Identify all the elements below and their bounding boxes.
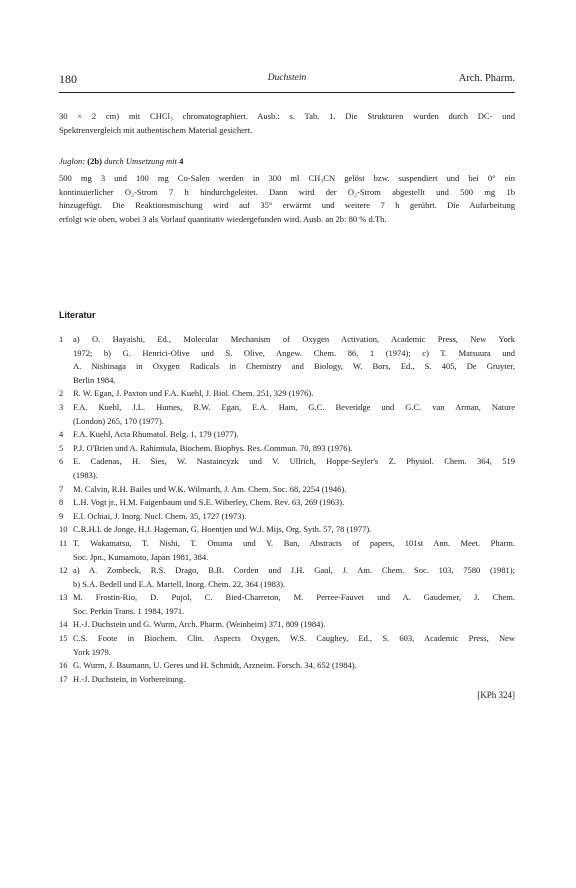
section-reagent: 4 — [179, 156, 184, 166]
reference-number: 17 — [59, 673, 68, 684]
reference-item — [59, 591, 515, 618]
section-compound: (2b) — [87, 156, 102, 166]
reference-text-line: L.H. Vogt jr., H.M. Faigenbaum und S.E. Wiberley, Chem. Rev. 63, 269 (1963). — [73, 497, 345, 508]
reference-number: 15 — [59, 633, 68, 644]
reference-text-line: (1983). — [73, 469, 98, 480]
reference-number: 13 — [59, 592, 68, 603]
text-line: 500 mg 3 und 100 mg Co-Salen werden in 300 ml CH₃CN gelöst bzw. suspendiert und bei 0° ein — [59, 173, 515, 183]
reference-text-line: C.R.H.I. de Jonge, H.J. Hageman, G. Hoentjen und W.J. Mijs, Org. Syth. 57, 78 (1977). — [73, 524, 372, 535]
method-paragraph — [59, 172, 515, 226]
journal-name: Arch. Pharm. — [458, 73, 515, 84]
reference-item — [59, 401, 515, 428]
page-number: 180 — [59, 72, 77, 86]
reference-item — [59, 523, 515, 537]
reference-text-line: H.-J. Duchstein und G. Wurm, Arch. Pharm. (Weinheim) 371, 809 (1984). — [73, 619, 326, 630]
reference-text-line: T. Wakamatsu, T. Nishi, T. Onuma und Y. Ban, Abstracts of papers, 101st Ann. Meet. Pharm. — [73, 537, 515, 548]
reference-text-line: Soc. Perkin Trans. 1 1984, 1971. — [73, 605, 185, 616]
reference-text-line: A. Nishinaga in Oxygen Radicals in Chemistry and Biology, W. Bors, Ed., S. 405, De Gruyter, — [73, 361, 515, 372]
section-title-prefix: Juglon: — [59, 156, 86, 166]
reference-item — [59, 387, 515, 401]
reference-item — [59, 496, 515, 510]
reference-text-line: H.-J. Duchstein, in Vorbereitung. — [73, 673, 186, 684]
reference-number: 11 — [59, 537, 68, 548]
section-title-suffix: durch Umsetzung mit — [104, 156, 177, 166]
reference-item — [59, 483, 515, 497]
text-line: hinzugefügt. Die Reaktionsmischung wird auf 35° erwärmt und weitere 7 h gerührt. Die Aufarbeitung — [59, 200, 515, 211]
reference-item — [59, 428, 515, 442]
text-line: erfolgt wie oben, wobei 3 als Vorlauf quantitativ wiedergefunden wird. Ausb. an 2b: 80 % d.Th. — [59, 213, 387, 224]
literature-heading: Literatur — [59, 310, 96, 320]
reference-number: 7 — [59, 483, 64, 494]
reference-item — [59, 537, 515, 564]
reference-text-line: M. Calvin, R.H. Bailes und W.K. Wilmarth, J. Am. Chem. Soc. 68, 2254 (1946). — [73, 483, 347, 494]
reference-number: 9 — [59, 510, 64, 521]
intro-paragraph — [59, 110, 515, 137]
reference-text-line: 1972; b) G. Henrici-Olive und S. Olive, Angew. Chem. 86, 1 (1974); c) T. Matsuura und — [73, 347, 515, 358]
reference-text-line: Soc. Jpn., Kumamoto, Japan 1981, 384. — [73, 551, 209, 562]
reference-text-line: G. Wurm, J. Baumann, U. Geres und H. Schmidt, Arzneim. Forsch. 34, 652 (1984). — [73, 660, 357, 671]
reference-text-line: F.A. Kuehl, J.L. Humes, R.W. Egan, E.A. Ham, G.C. Beveridge und G.C. van Arman, Nature — [73, 401, 515, 412]
reference-number: 1 — [59, 334, 64, 344]
reference-item — [59, 333, 515, 387]
reference-item — [59, 659, 515, 673]
reference-number: 12 — [59, 565, 68, 576]
running-header — [59, 72, 515, 88]
reference-text-line: F.A. Kuehl, Acta Rhumatol. Belg. 1, 179 (1977). — [73, 429, 239, 440]
reference-item — [59, 510, 515, 524]
reference-number: 14 — [59, 619, 68, 630]
reference-text-line: a) A. Zombeck, R.S. Drago, B.B. Corden und J.H. Gaul, J. Am. Chem. Soc. 103, 7580 (1981); — [73, 565, 515, 576]
reference-item — [59, 442, 515, 456]
reference-number: 5 — [59, 442, 64, 453]
reference-item — [59, 564, 515, 591]
reference-text-line: R. W. Egan, J. Paxton und F.A. Kuehl, J. Biol. Chem. 251, 329 (1976). — [73, 388, 314, 399]
reference-number: 6 — [59, 456, 64, 467]
running-author: Duchstein — [267, 73, 307, 83]
text-line: Spektrenvergleich mit authentischem Material gesichert. — [59, 124, 253, 135]
reference-item — [59, 618, 515, 632]
reference-text-line: b) S.A. Bedell und E.A. Martell, Inorg. Chem. 22, 364 (1983). — [73, 578, 286, 589]
reference-item — [59, 455, 515, 482]
reference-number: 10 — [59, 524, 68, 535]
reference-text-line: C.S. Foote in Biochem. Clin. Aspects Oxygen, W.S. Caughey, Ed., S. 603, Academic Press, New — [73, 633, 515, 644]
reference-text-line: York 1979. — [73, 646, 111, 657]
reference-text-line: a) O. Hayaishi, Ed., Molecular Mechanism of Oxygen Activation, Academic Press, New York — [73, 334, 515, 344]
reference-number: 3 — [59, 401, 64, 412]
reference-number: 16 — [59, 660, 68, 671]
reference-item — [59, 673, 515, 687]
reference-text-line: E. Cadenas, H. Sies, W. Nastaincyzk und V. Ullrich, Hoppe-Seyler's Z. Physiol. Chem. 364, 519 — [73, 456, 515, 467]
reference-list — [59, 333, 515, 686]
reference-text-line: P.J. O'Brien und A. Rahimtula, Biochem. Biophys. Res. Commun. 70, 893 (1976). — [73, 442, 353, 453]
reference-text-line: Berlin 1984. — [73, 374, 116, 385]
header-rule — [59, 92, 515, 93]
section-heading — [59, 155, 515, 168]
reference-number: 2 — [59, 388, 64, 399]
reference-number: 8 — [59, 497, 64, 508]
catalog-code: [KPh 324] — [477, 690, 515, 700]
reference-text-line: E.I. Ochiai, J. Inorg. Nucl. Chem. 35, 1727 (1973). — [73, 510, 247, 521]
text-line: kontinuierlicher O₂-Strom 7 h hindurchgeleitet. Dann wird der O₂-Strom abgestellt und 500 mg 1b — [59, 186, 515, 197]
reference-text-line: M. Frostin-Rio, D. Pujol, C. Bied-Charreton, M. Perree-Fauvet und A. Gaudemer, J. Chem. — [73, 592, 515, 603]
reference-item — [59, 632, 515, 659]
reference-number: 4 — [59, 429, 64, 440]
text-line: 30 × 2 cm) mit CHCl₃ chromatographiert. Ausb.: s. Tab. 1. Die Strukturen wurden durch DC- und — [59, 111, 515, 121]
reference-text-line: (London) 265, 170 (1977). — [73, 415, 164, 426]
